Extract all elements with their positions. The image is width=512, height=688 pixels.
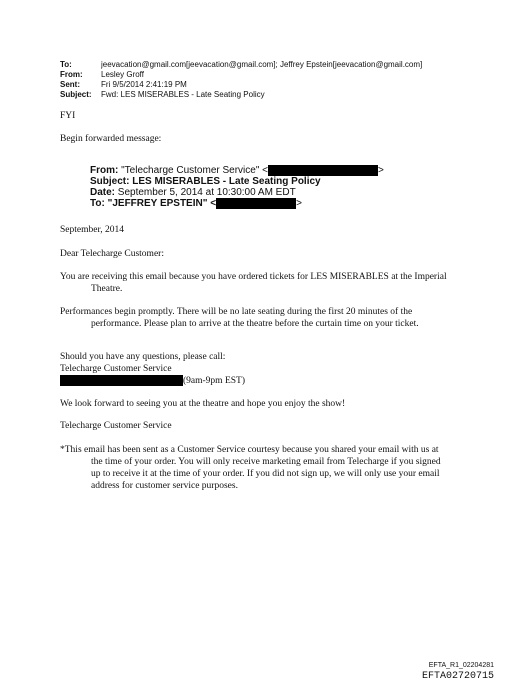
footer-ref-1: EFTA_R1_02204281 — [428, 662, 494, 669]
fwd-date-row — [90, 187, 410, 198]
fwd-from-row — [90, 165, 410, 176]
paragraph-1: You are receiving this email because you have ordered tickets for LES MISERABLES at the Imperial Theatre. — [60, 272, 447, 294]
questions-text: Should you have any questions, please call: — [60, 352, 226, 362]
fwd-subject-value: LES MISERABLES - Late Seating Policy — [132, 176, 321, 187]
email-header — [60, 60, 460, 100]
header-subject-label: Subject: — [60, 90, 92, 99]
forwarded-header — [90, 165, 410, 209]
fwd-from-label: From: — [90, 165, 119, 176]
redaction-block — [216, 198, 296, 209]
letter-date: September, 2014 — [60, 225, 124, 235]
header-to-label: To: — [60, 60, 72, 69]
fwd-date-value: September 5, 2014 at 10:30:00 AM EDT — [117, 187, 296, 198]
fyi-text: FYI — [60, 111, 76, 121]
header-from-row — [60, 70, 460, 80]
header-sent-value: Fri 9/5/2014 2:41:19 PM — [101, 80, 187, 89]
footer-ref-2: EFTA02720715 — [421, 671, 494, 682]
header-from-value: Lesley Groff — [101, 70, 144, 79]
header-subject-row — [60, 90, 460, 100]
service-name-text: Telecharge Customer Service — [60, 364, 172, 374]
header-to-row — [60, 60, 460, 70]
fwd-to-close: > — [296, 198, 302, 209]
begin-forwarded-text: Begin forwarded message: — [60, 134, 162, 144]
disclaimer-text: *This email has been sent as a Customer Service courtesy because you shared your email with us at the time of your order. You will only receive marketing email from Telecharge if you signed up to receive it at the time of your order. If you did not sign up, we will only use your email address for customer service purposes. — [60, 445, 441, 491]
phone-row — [60, 375, 245, 387]
fwd-date-label: Date: — [90, 187, 116, 198]
hours-text: (9am-9pm EST) — [183, 376, 246, 386]
header-sent-label: Sent: — [60, 80, 80, 89]
redaction-block — [268, 165, 378, 176]
signoff-text: Telecharge Customer Service — [60, 421, 172, 431]
letter-greeting: Dear Telecharge Customer: — [60, 249, 164, 259]
fwd-subject-label: Subject: — [90, 176, 130, 187]
fwd-from-close: > — [378, 165, 384, 176]
header-to-value: jeevacation@gmail.com[jeevacation@gmail.com]; Jeffrey Epstein[jeevacation@gmail.com] — [101, 60, 423, 69]
fwd-to-row — [90, 198, 410, 209]
look-forward-text: We look forward to seeing you at the theatre and hope you enjoy the show! — [60, 399, 346, 409]
header-from-label: From: — [60, 70, 83, 79]
header-sent-row — [60, 80, 460, 90]
header-subject-value: Fwd: LES MISERABLES - Late Seating Policy — [101, 90, 265, 99]
fwd-to-label: To: — [90, 198, 105, 209]
fwd-to-value: "JEFFREY EPSTEIN" < — [107, 198, 217, 209]
fwd-subject-row — [90, 176, 410, 187]
redaction-block — [60, 375, 183, 386]
fwd-from-value: "Telecharge Customer Service" < — [121, 165, 269, 176]
paragraph-2: Performances begin promptly. There will be no late seating during the first 20 minutes of the performance. Please plan to arrive at the theatre before the curtain time on your ticket. — [60, 307, 419, 329]
